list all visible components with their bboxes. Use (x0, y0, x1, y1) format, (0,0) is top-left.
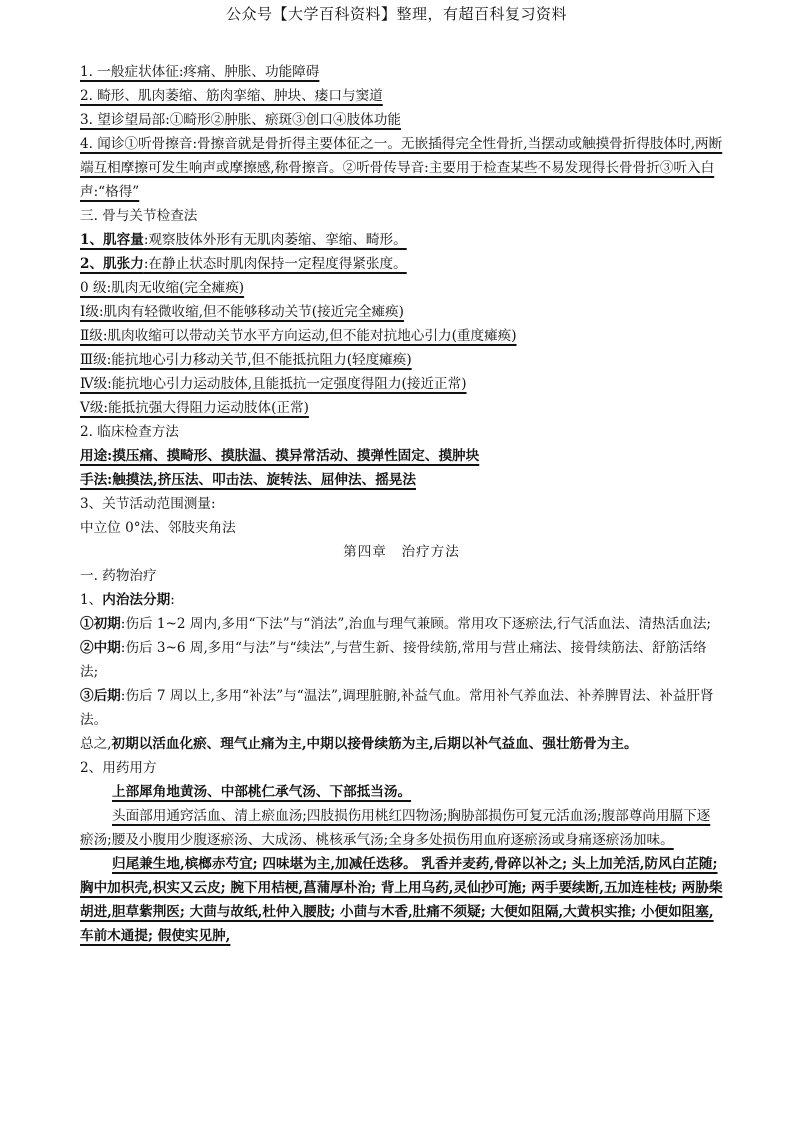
early-stage-paragraph: ①初期:伤后 1~2 周内,多用“下法”与“消法”,治血与理气兼顾。常用攻下逐瘀法,行气活血法、清热活血法; (80, 616, 711, 632)
usage-line: 用途:摸压痛、摸畸形、摸肤温、摸异常活动、摸弹性固定、摸肿块 (80, 448, 480, 464)
muscle-tone-line: 2、肌张力:在静止状态时肌肉保持一定程度得紧张度。 (80, 256, 407, 272)
inspection-line: 3. 望诊望局部:①畸形②肿胀、瘀斑③创口④肢体功能 (80, 112, 401, 128)
internal-staging-heading: 1、内治法分期: (80, 592, 175, 608)
grade-3-line: Ⅲ级:能抗地心引力移动关节,但不能抵抗阻力(轻度瘫痪) (80, 352, 412, 368)
document-body (80, 60, 723, 948)
chapter-title: 第四章 治疗方法 (343, 544, 460, 560)
prescription-heading: 2、用药用方 (80, 760, 157, 776)
late-stage-paragraph: ③后期:伤后 7 周以上,多用“补法”与“温法”,调理脏腑,补益气血。常用补气养血法、补养脾胃法、补益肝肾法。 (80, 688, 714, 728)
drug-therapy-heading: 一. 药物治疗 (80, 568, 157, 584)
muscle-volume-line: 1、肌容量:观察肢体外形有无肌肉萎缩、挛缩、畸形。 (80, 232, 407, 248)
grade-4-line: Ⅳ级:能抗地心引力运动肢体,且能抵抗一定强度得阻力(接近正常) (80, 376, 467, 392)
injury-region-paragraph: 头面部用通窍活血、清上瘀血汤;四肢损伤用桃红四物汤;胸胁部损伤可复元活血汤;腹部尊尚用膈下逐瘀汤;腰及小腹用少腹逐瘀汤、大成汤、桃核承气汤;全身多处损伤用血府逐瘀汤或身痛逐瘀汤加味。 (80, 808, 711, 848)
grade-0-line: 0 级:肌肉无收缩(完全瘫痪) (80, 280, 245, 296)
deformity-line: 2. 畸形、肌肉萎缩、筋肉挛缩、肿块、瘘口与窦道 (80, 88, 383, 104)
section-heading-bone-joint: 三. 骨与关节检查法 (80, 208, 198, 224)
verse-paragraph: 归尾兼生地,槟榔赤芍宜; 四味堪为主,加减任迭移。 乳香并麦药,骨碎以补之; 头上加羌活,防风白芷随; 胸中加枳壳,枳实又云皮; 腕下用桔梗,菖蒲厚朴治; 背上用乌药,灵仙抄可施; 两手要续断,五加连桂枝; 两胁柴胡进,胆草紫荆医; 大茴与故纸,杜仲入腰肢; 小茴与木香,肚痛不须疑; 大便如阻隔,大黄枳实推; 小便如阻塞,车前木通提; 假使实见肿, (80, 856, 723, 944)
summary-paragraph: 总之,初期以活血化瘀、理气止痛为主,中期以接骨续筋为主,后期以补气益血、强壮筋骨为主。 (80, 736, 638, 752)
region-formula-line: 上部犀角地黄汤、中部桃仁承气汤、下部抵当汤。 (112, 784, 412, 800)
technique-line: 手法:触摸法,挤压法、叩击法、旋转法、屈伸法、摇晃法 (80, 472, 416, 488)
clinical-method-heading: 2. 临床检查方法 (80, 424, 179, 440)
rom-heading: 3、关节活动范围测量: (80, 496, 216, 512)
grade-2-line: Ⅱ级:肌肉收缩可以带动关节水平方向运动,但不能对抗地心引力(重度瘫痪) (80, 328, 517, 344)
middle-stage-paragraph: ②中期:伤后 3~6 周,多用“与法”与“续法”,与营生新、接骨续筋,常用与营止痛法、接骨续筋法、舒筋活络法; (80, 640, 707, 680)
page-header: 公众号【大学百科资料】整理，有超百科复习资料 (225, 5, 567, 23)
auscultation-paragraph: 4. 闻诊①听骨擦音:骨擦音就是骨折得主要体征之一。无嵌插得完全性骨折,当摆动或触摸骨折得肢体时,两断端互相摩擦可发生响声或摩擦感,称骨擦音。②听骨传导音:主要用于检查某些不易发现得长骨骨折③听入白声:“格得” (80, 136, 723, 200)
grade-1-line: Ⅰ级:肌肉有轻微收缩,但不能够移动关节(接近完全瘫痪) (80, 304, 404, 320)
rom-methods-line: 中立位 0°法、邻肢夹角法 (80, 520, 236, 536)
grade-5-line: Ⅴ级:能抵抗强大得阻力运动肢体(正常) (80, 400, 309, 416)
symptom-line: 1. 一般症状体征:疼痛、肿胀、功能障碍 (80, 64, 320, 80)
